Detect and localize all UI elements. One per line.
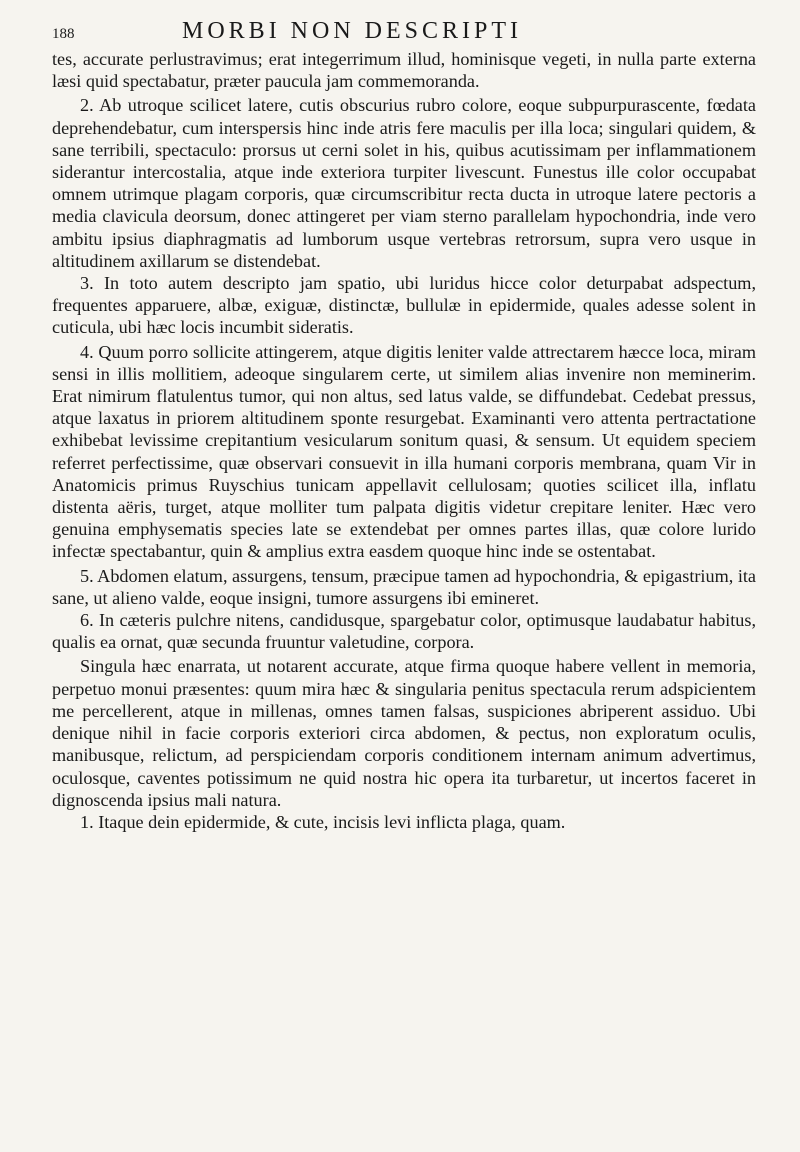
paragraph-next: 1. Itaque dein epidermide, & cute, incisis levi inflicta plaga, quam. — [80, 811, 566, 832]
paragraph-2: 2. Ab utroque scilicet latere, cutis obscurius rubro colore, eoque subpurpurascente, fœdata deprehendebatur, cum interspersis hinc inde atris fere maculis per illa loca; singulari quidem, & sane terribili, spectaculo: prorsus ut cerni solet in his, quibus acutissimam per inflammationem siderantur intercostalia, atque inde exteriora turpiter livescunt. Funestus ille color occupabat omnem utrimque plagam corporis, quæ circumscribitur recta ducta in utroque latere pectoris a media clavicula deorsum, donec attingeret per viam sterno parallelam hypochondria, inde vero ambitu ipsius diaphragmatis ad lumborum usque vertebras retrorsum, supra vero usque in altitudinem axillarum se distendebat. — [52, 95, 756, 271]
paragraph-continuation: tes, accurate perlustravimus; erat integerrimum illud, hominisque vegeti, in nulla parte externa læsi quid spectabatur, præter paucula jam commemoranda. — [52, 49, 756, 92]
running-head: MORBI NON DESCRIPTI — [182, 18, 523, 44]
paragraph-summary: Singula hæc enarrata, ut notarent accurate, atque firma quoque habere vellent in memoria, perpetuo monui præsentes: quum mira hæc & singularia penitus spectacula rerum adspicientem me percellerent, atque in millenas, omnes tamen falsas, suspiciones abriperent assiduo. Ubi denique nihil in facie corporis exteriori circa abdomen, & pectus, non exploratum oculis, manibusque, relictum, ad perspiciendam corporis conditionem internam animum advertimus, oculosque, caventes potissimum ne quid nostra hic opera ita turbaretur, ut incertos faceret in dignoscenda ipsius mali natura. — [52, 656, 756, 810]
paragraph-6: 6. In cæteris pulchre nitens, candidusque, spargebatur color, optimusque laudabatur habitus, qualis ea ornat, quæ secunda fruuntur valetudine, corpora. — [52, 610, 756, 653]
paragraph-3: 3. In toto autem descripto jam spatio, ubi luridus hicce color deturpabat adspectum, frequentes apparuere, albæ, exiguæ, distinctæ, bullulæ in epidermide, quales adesse solent in cuticula, ubi hæc locis incumbit sideratis. — [52, 273, 756, 338]
page-number: 188 — [52, 26, 75, 42]
page-header — [52, 18, 756, 48]
paragraph-4: 4. Quum porro sollicite attingerem, atque digitis leniter valde attrectarem hæcce loca, miram sensi in illis mollitiem, adeoque singularem certe, ut similem alias invenire non meminerim. Erat nimirum flatulentus tumor, qui non altus, sed latus valde, se diffundebat. Cedebat pressus, atque laxatus in priorem altitudinem sponte resurgebat. Examinanti vero attenta pertractatione exhibebat levissime crepitantium vesicularum sonitum quasi, & sensum. Ut equidem speciem referret perfectissime, quæ observari consuevit in illa humani corporis membrana, quam Vir in Anatomicis primus Ruyschius tunicam appellavit cellulosam; quoties scilicet illa, inflatu distenta aëris, turget, atque molliter tum palpata digitis videtur crepitare leniter. Hæc vero genuina emphysematis species late se extendebat per omnes partes illas, quæ colore lurido infectæ spectabantur, quin & amplius extra easdem quoque hinc inde se ostentabat. — [52, 341, 756, 562]
paragraph-5: 5. Abdomen elatum, assurgens, tensum, præcipue tamen ad hypochondria, & epigastrium, ita sane, ut alieno valde, eoque insigni, tumore assurgens ibi emineret. — [52, 565, 757, 608]
body-text — [52, 48, 756, 833]
